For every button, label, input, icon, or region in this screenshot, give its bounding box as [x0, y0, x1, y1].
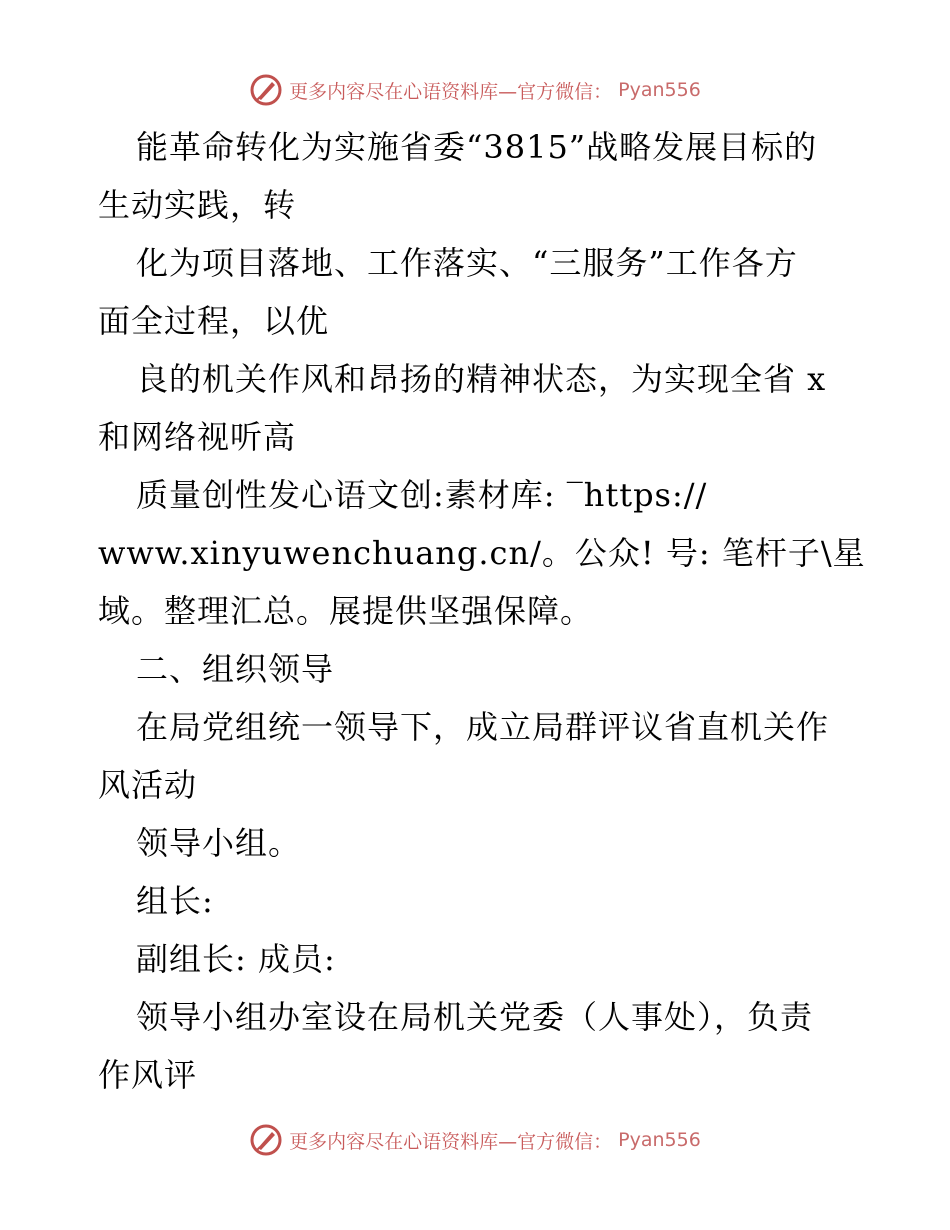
header-banner: [0, 70, 950, 110]
body-line: 和网络视听高: [98, 418, 297, 456]
header-wechat-id: Pyan556: [618, 79, 701, 101]
body-line: 能革命转化为实施省委“3815”战略发展目标的: [136, 128, 818, 166]
body-line: 副组长: 成员:: [136, 940, 336, 978]
body-line: 在局党组统一领导下，成立局群评议省直机关作: [136, 708, 830, 746]
body-line: 质量创性发心语文创:素材库: ‾https://: [136, 476, 708, 514]
body-line: 风活动: [98, 766, 198, 804]
footer-banner-text: 更多内容尽在心语资料库—官方微信：: [289, 1130, 613, 1153]
body-line: 域。整理汇总。展提供坚强保障。: [98, 592, 594, 630]
body-line: 良的机关作风和昂扬的精神状态，为实现全省 x: [136, 360, 827, 398]
body-line: 面全过程，以优: [98, 302, 330, 340]
document-body: [98, 118, 868, 1104]
body-line: www.xinyuwenchuang.cn/。公众! 号: 笔杆子\星: [98, 534, 866, 572]
body-line: 化为项目落地、工作落实、“三服务”工作各方: [136, 244, 798, 282]
quill-logo-icon: [249, 1123, 283, 1157]
body-line: 组长:: [136, 882, 214, 920]
footer-banner: [0, 1120, 950, 1160]
body-line: 生动实践，转: [98, 186, 297, 224]
body-line: 领导小组。: [136, 824, 302, 862]
footer-wechat-id: Pyan556: [618, 1129, 701, 1151]
header-banner-text: 更多内容尽在心语资料库—官方微信：: [289, 80, 613, 103]
quill-logo-icon: [249, 73, 283, 107]
body-line: 领导小组办室设在局机关党委（人事处），负责: [136, 998, 814, 1036]
section-heading: 二、组织领导: [136, 650, 335, 688]
body-line: 作风评: [98, 1056, 198, 1094]
